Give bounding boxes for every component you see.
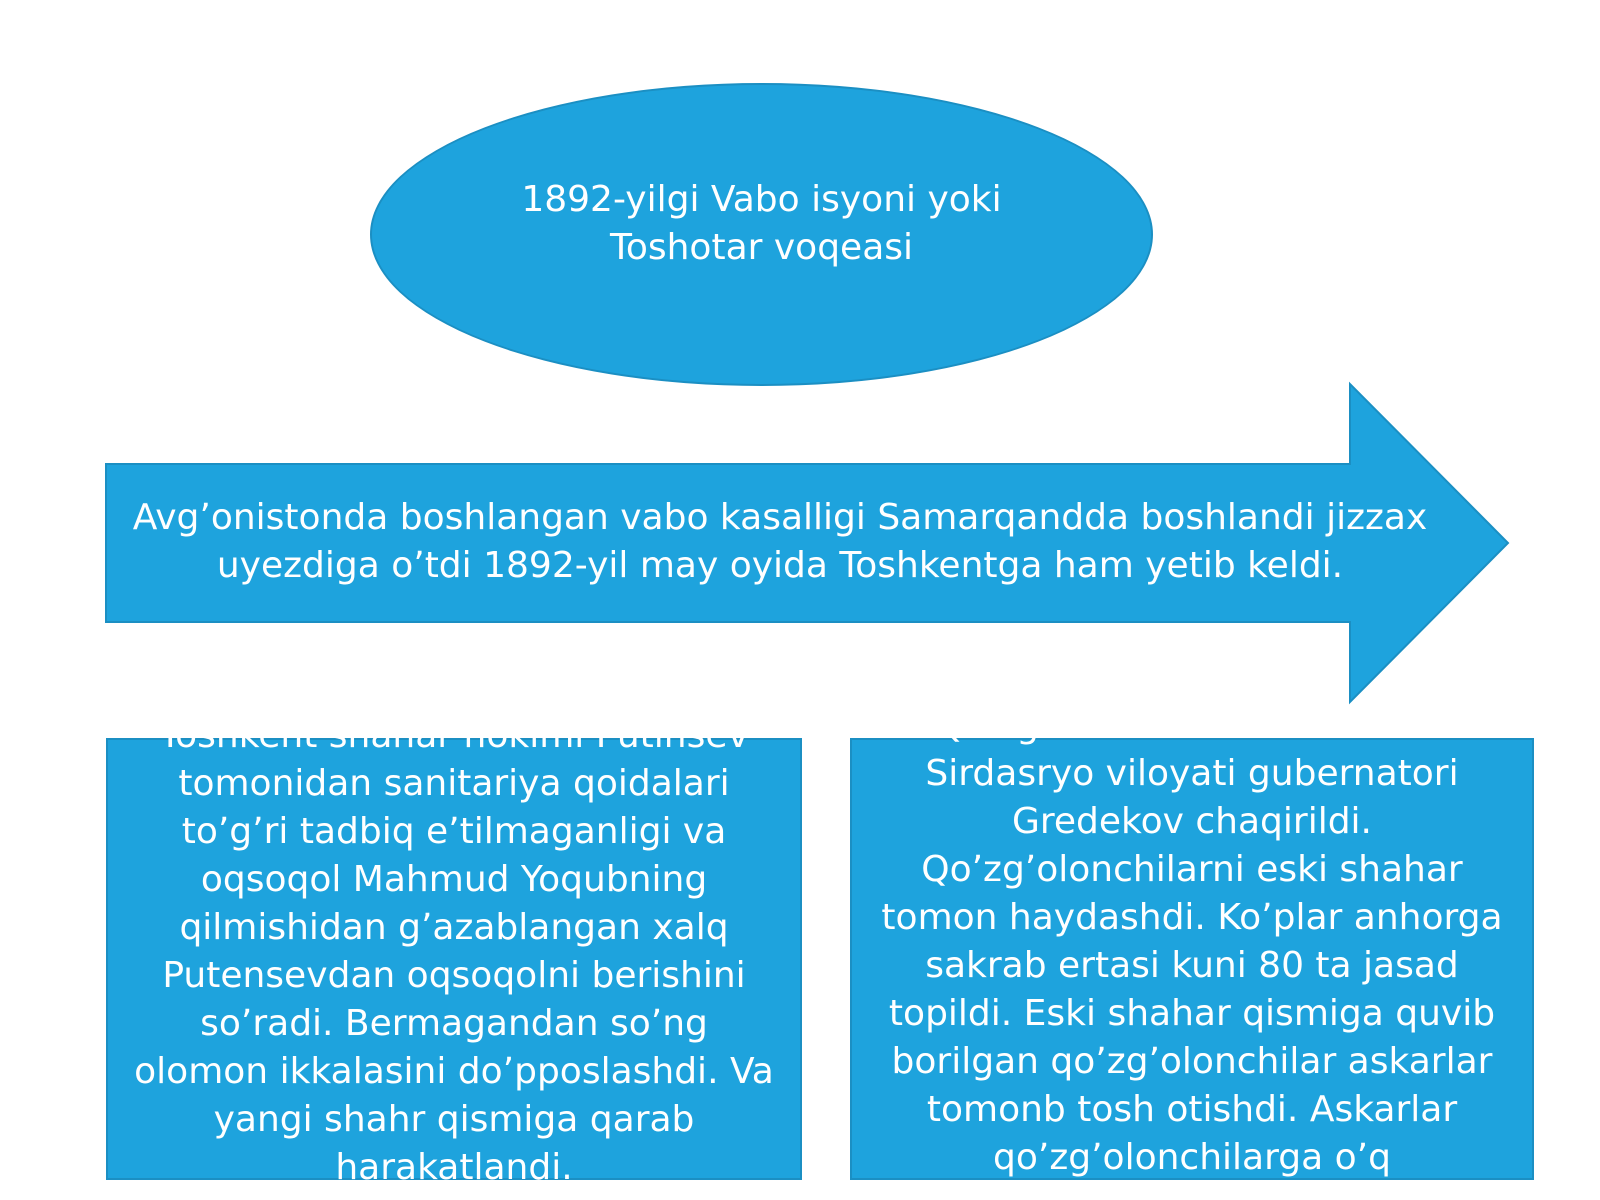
title-ellipse xyxy=(370,83,1153,386)
left-box-text: Toshkent shahar hokimi Putinsev tomonidan sanitariya qoidalari to’g’ri tadbiq e’tilmaganligi va oqsoqol Mahmud Yoqubning qilmishidan g’azablangan xalq Putensevdan oqsoqolni berishini so’radi. Bermagandan so’ng olomon ikkalasini do’pposlashdi. Va yangi shahr qismiga qarab harakatlandi. xyxy=(134,715,774,1188)
right-box-text: Qo’zg’olonni bostirish uchun Sirdasryo viloyati gubernatori Gredekov chaqirildi. Qo’zg’olonchilarni eski shahar tomon haydashdi. Ko’plar anhorga sakrab ertasi kuni 80 ta jasad topildi. Eski shahar qismiga quvib borilgan qo’zg’olonchilar askarlar tomonb tosh otishdi. Askarlar qo’zg’olonchilarga o’q xyxy=(881,705,1503,1178)
right-text-box xyxy=(850,705,1534,1180)
left-text-box xyxy=(106,715,802,1188)
arrow-text: Avg’onistonda boshlangan vabo kasalligi Samarqandda boshlandi jizzax uyezdiga o’tdi 1892-yil may oyida Toshkentga ham yetib keldi. xyxy=(132,497,1428,586)
title-text: 1892-yilgi Vabo isyoni yoki Toshotar voqeasi xyxy=(521,178,1002,268)
